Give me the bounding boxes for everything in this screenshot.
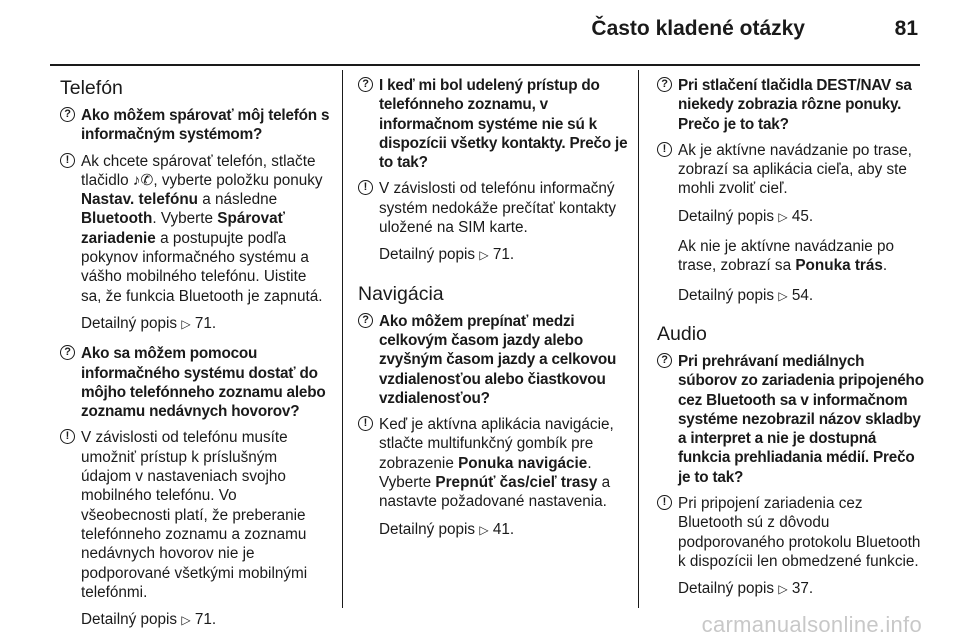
reference-arrow-icon: ▷ — [479, 522, 489, 537]
answer-text: Pri pripojení zariadenia cez Bluetooth sú z dôvodu podporovaného protokolu Bluetooth k dispozícii len obmedzené funkcie. — [678, 495, 921, 570]
info-icon: ! — [657, 495, 672, 510]
faq-question — [657, 352, 927, 487]
column-1 — [60, 76, 330, 640]
detail-reference[interactable] — [657, 579, 927, 599]
reference-arrow-icon: ▷ — [778, 288, 788, 303]
question-icon: ? — [60, 107, 75, 122]
question-text: Ako môžem prepínať medzi celkovým časom jazdy alebo zvyšným časom jazdy a celkovou vzdialenosťou alebo čiastkovou vzdialenosťou? — [379, 312, 617, 407]
column-3 — [657, 76, 927, 610]
info-icon: ! — [657, 142, 672, 157]
answer-continuation — [657, 237, 927, 276]
section-title-audio: Audio — [657, 322, 707, 345]
reference-arrow-icon: ▷ — [778, 209, 788, 224]
detail-reference[interactable] — [60, 610, 330, 630]
info-icon: ! — [60, 429, 75, 444]
answer-text: a postupujte podľa pokynov informačného systému a vášho mobilného telefónu. Uistite sa, že funkcia Bluetooth je zapnutá. — [81, 229, 323, 305]
detail-label: Detailný popis — [81, 314, 182, 332]
answer-text: , vyberte položku ponuky — [153, 171, 323, 189]
menu-label: Spárovať zariadenie — [81, 210, 285, 247]
menu-label: Bluetooth — [81, 210, 153, 228]
faq-answer — [358, 415, 628, 511]
info-icon: ! — [358, 180, 373, 195]
info-icon: ! — [60, 153, 75, 168]
detail-reference[interactable] — [358, 520, 628, 540]
answer-text: Keď je aktívna aplikácia navigácie, stlačte multifunkčný gombík pre zobrazenie — [379, 416, 614, 472]
detail-label: Detailný popis — [379, 520, 480, 538]
answer-text: Ak nie je aktívne navádzanie po trase, zobrazí sa — [678, 238, 895, 275]
detail-reference[interactable] — [358, 245, 628, 265]
reference-arrow-icon: ▷ — [181, 316, 191, 331]
answer-text: a následne — [198, 191, 278, 209]
answer-text: V závislosti od telefónu informačný systém nedokáže prečítať kontakty uložené na SIM karte. — [379, 180, 617, 237]
question-text: I keď mi bol udelený prístup do telefónneho zoznamu, v informačnom systéme nie sú k dispozícii všetky kontakty. Prečo je to tak? — [379, 77, 628, 172]
faq-answer — [657, 494, 927, 571]
reference-arrow-icon: ▷ — [479, 248, 489, 263]
section-title-telefon: Telefón — [60, 77, 123, 99]
question-icon: ? — [358, 77, 373, 92]
page-header-title: Často kladené otázky — [591, 17, 805, 40]
reference-arrow-icon: ▷ — [181, 613, 191, 628]
question-icon: ? — [60, 345, 75, 360]
menu-label: Ponuka trás — [795, 257, 883, 275]
faq-answer — [358, 179, 628, 237]
column-divider-1 — [342, 70, 343, 608]
detail-reference[interactable] — [657, 286, 927, 306]
question-icon: ? — [657, 353, 672, 368]
answer-text: . — [882, 257, 888, 275]
watermark: carmanualsonline.info — [701, 612, 922, 637]
question-text: Pri prehrávaní mediálnych súborov zo zariadenia pripojeného cez Bluetooth sa v informačnom systéme nezobrazil názov skladby a interpret a nie je dostupná funkcia prehliadania médií. Prečo je to tak? — [678, 352, 924, 486]
answer-text: Ak chcete spárovať telefón, stlačte tlačidlo — [81, 152, 316, 189]
column-divider-2 — [638, 70, 639, 608]
column-2 — [358, 76, 628, 550]
faq-answer — [60, 152, 330, 306]
detail-reference[interactable] — [60, 314, 330, 334]
answer-text: a nastavte požadované nastavenia. — [379, 474, 611, 511]
answer-text: V závislosti od telefónu musíte umožniť prístup k príslušným údajom v nastaveniach svojho mobilného telefónu. Vo všeobecnosti platí, že preberanie telefónneho zoznamu a zoznamu nedávnych hovorov nie je podporované všetkými mobilnými telefónmi. — [81, 429, 308, 601]
faq-answer — [60, 428, 330, 602]
answer-text: Ak je aktívne navádzanie po trase, zobrazí sa aplikácia cieľa, aby ste mohli zvoliť cieľ. — [678, 141, 912, 198]
answer-text: . Vyberte — [152, 210, 218, 228]
header-rule — [50, 64, 920, 66]
question-text: Pri stlačení tlačidla DEST/NAV sa niekedy zobrazia rôzne ponuky. Prečo je to tak? — [678, 77, 912, 133]
detail-page: 71. — [488, 246, 515, 264]
menu-label: Nastav. telefónu — [81, 191, 199, 209]
question-icon: ? — [657, 77, 672, 92]
detail-page: 45. — [787, 207, 814, 225]
faq-question — [358, 312, 628, 408]
question-icon: ? — [358, 313, 373, 328]
faq-question — [358, 76, 628, 172]
faq-question — [60, 106, 330, 145]
detail-label: Detailný popis — [379, 246, 480, 264]
detail-page: 41. — [488, 520, 515, 538]
faq-answer — [657, 141, 927, 199]
faq-question — [657, 76, 927, 134]
detail-page: 71. — [190, 314, 217, 332]
detail-page: 71. — [190, 611, 217, 629]
menu-label: Ponuka navigácie — [458, 454, 588, 472]
question-text: Ako môžem spárovať môj telefón s informačným systémom? — [81, 107, 330, 144]
detail-label: Detailný popis — [678, 580, 779, 598]
info-icon: ! — [358, 416, 373, 431]
reference-arrow-icon: ▷ — [778, 582, 788, 597]
answer-text: . Vyberte — [379, 454, 592, 492]
menu-label: Prepnúť čas/cieľ trasy — [435, 474, 598, 492]
faq-question — [60, 344, 330, 421]
detail-page: 37. — [787, 580, 814, 598]
section-title-navigacia: Navigácia — [358, 282, 444, 305]
detail-label: Detailný popis — [678, 207, 779, 225]
detail-label: Detailný popis — [81, 611, 182, 629]
detail-label: Detailný popis — [678, 286, 779, 304]
page-number: 81 — [894, 17, 918, 40]
question-text: Ako sa môžem pomocou informačného systému dostať do môjho telefónneho zoznamu alebo zoznamu nedávnych hovorov? — [81, 345, 326, 421]
phone-button-icon: ♪✆ — [132, 171, 154, 189]
detail-page: 54. — [787, 286, 814, 304]
detail-reference[interactable] — [657, 207, 927, 227]
